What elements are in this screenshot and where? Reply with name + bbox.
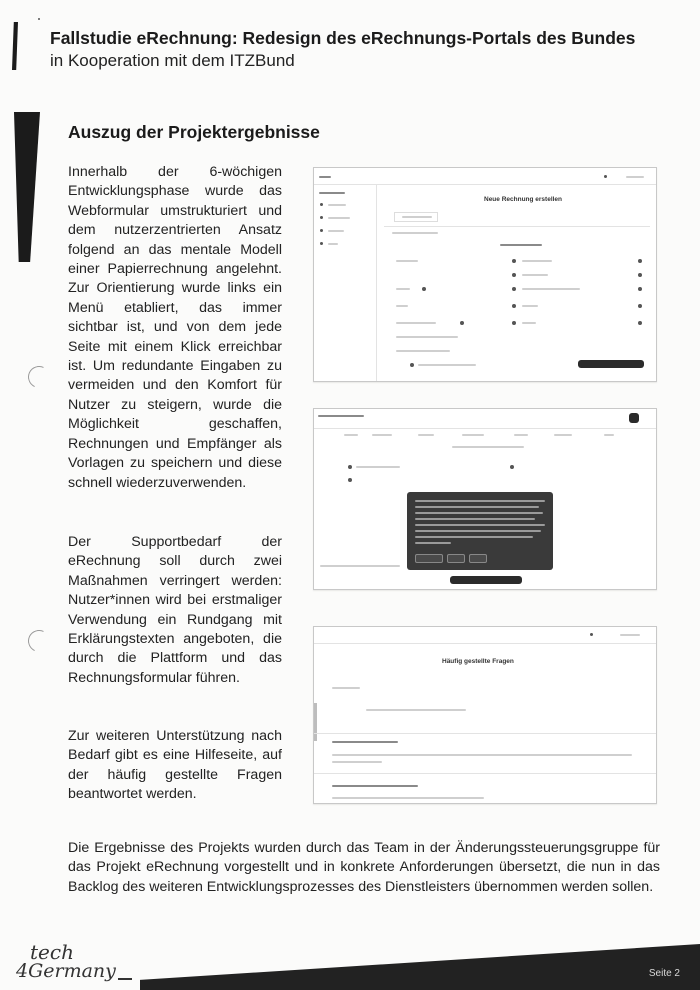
mock-checkbox-label [396,336,458,338]
punch-hole-bottom [25,627,53,655]
mock-sidebar-dot [320,216,323,219]
mock-faq-question [332,785,418,787]
mock-page-heading [318,415,364,417]
mock-modal-button [415,554,443,563]
mock-field-dot [638,273,642,277]
mock-field [522,260,552,262]
mock-field [522,288,580,290]
mock-sidebar-item [328,204,346,206]
mock-modal-text [415,512,543,514]
mock-checkbox-label [396,350,450,352]
logo-tech: tech [30,940,74,964]
mock-field [396,322,436,324]
mock-field-dot [638,259,642,263]
mock-field-dot [638,287,642,291]
mock-faq-title: Häufig gestellte Fragen [442,658,514,665]
logo-underline [118,978,132,980]
screenshot-faq-page [313,626,657,804]
footer-band [140,944,700,990]
mock-field-dot [638,304,642,308]
paragraph-development: Innerhalb der 6-wöchigen Entwicklungsphase wurde das Webformular umstrukturiert und dem nutzerzentrierten Ansatz folgend an das mentale Modell einer Papierrechnung angelehnt. Zur Orientierung wurde links ein Menü etabliert, das immer sichtbar ist, und von dem jede Seite mit einem Klick erreichbar ist. Um redundante Eingaben zu vermeiden und den Komfort für Nutzer zu steigern, wurde die Möglichkeit geschaffen, Rechnungen und Empfänger als Vorlagen zu speichern und diese schnell wiederzuverwenden. [68,164,282,491]
mock-search-label [332,687,360,689]
mock-step-label [514,434,528,436]
screenshot-onboarding-tour [313,408,657,590]
mock-modal-text [415,506,539,508]
mock-modal-text [415,536,533,538]
mock-step-label [344,434,358,436]
scan-mark [38,18,40,20]
logo-4germany: 4Germany [16,960,116,982]
mock-field-dot [512,287,516,291]
mock-modal-button [469,554,487,563]
mock-submit-button [578,360,644,368]
mock-option-dot [348,478,352,482]
page-number: Seite 2 [648,968,680,979]
mock-sidebar-divider [376,184,377,382]
mock-step-label [554,434,572,436]
mock-faq-question [332,741,398,743]
mock-header-icon [590,633,593,636]
mock-form-title: Neue Rechnung erstellen [484,196,563,203]
mock-field [522,305,538,307]
section-accent-bar [14,112,40,262]
mock-modal-text [415,518,535,520]
mock-field [396,260,418,262]
mock-form-label [392,232,438,234]
mock-option-dot [348,465,352,469]
mock-faq-rule [314,773,657,774]
mock-info-text [452,446,524,448]
mock-sidebar-dot [320,203,323,206]
document-subtitle: in Kooperation mit dem ITZBund [50,51,295,70]
section-title: Auszug der Projektergebnisse [68,122,320,142]
mock-option-dot [410,363,414,367]
mock-sidebar-dot [320,229,323,232]
mock-step-label [372,434,392,436]
mock-continue-button [450,576,522,584]
mock-modal-text [415,524,545,526]
mock-sidebar-item [328,230,344,232]
mock-close-button [629,413,639,423]
mock-step-label [418,434,434,436]
mock-header-rule [314,184,657,185]
mock-step-label [604,434,614,436]
mock-field [522,274,548,276]
mock-field-dot [422,287,426,291]
mock-header-rule [314,643,657,644]
mock-field-dot [638,321,642,325]
mock-left-accent [314,703,317,741]
mock-tour-modal [407,492,553,570]
mock-field-dot [460,321,464,325]
mock-field-dot [512,273,516,277]
mock-template-label [402,216,432,218]
document-title: Fallstudie eRechnung: Redesign des eRechnungs-Portals des Bundes [50,28,636,48]
mock-option-label [418,364,476,366]
mock-sidebar-heading [319,192,345,194]
screenshot-invoice-form [313,167,657,382]
mock-logo [319,176,331,178]
mock-header-rule [314,428,657,429]
mock-field-dot [512,259,516,263]
mock-field-dot [512,304,516,308]
paragraph-help-page: Zur weiteren Unterstützung nach Bedarf gibt es eine Hilfeseite, auf der häufig gestellte Fragen beantwortet werden. [68,728,282,803]
mock-header-icon [604,175,607,178]
mock-footer-text [320,565,400,567]
mock-faq-answer [332,797,484,799]
mock-sidebar-item [328,217,350,219]
header-accent-bar [12,22,18,70]
mock-field [396,288,410,290]
mock-field [522,322,536,324]
mock-faq-rule [314,733,657,734]
paragraph-results: Die Ergebnisse des Projekts wurden durch das Team in der Änderungssteuerungsgruppe für das Projekt eRechnung vorgestellt und in konkrete Anforderungen übersetzt, die nun in das Backlog des weiteren Entwicklungsprozesses des Dienstleisters übernommen werden sollen. [68,840,660,895]
mock-form-rule [384,226,650,227]
punch-hole-top [25,363,53,391]
mock-form-subheading [500,244,542,246]
mock-faq-answer [332,761,382,763]
mock-field [396,305,408,307]
mock-option-label [356,466,400,468]
mock-field-dot [512,321,516,325]
mock-modal-button [447,554,465,563]
mock-sidebar-dot [320,242,323,245]
mock-modal-text [415,542,451,544]
mock-option-dot [510,465,514,469]
mock-sidebar-item [328,243,338,245]
mock-step-label [462,434,484,436]
mock-modal-text [415,530,541,532]
mock-faq-answer [332,754,632,756]
mock-search-field [366,709,466,711]
paragraph-support: Der Supportbedarf der eRechnung soll durch zwei Maßnahmen verringert werden: Nutzer*innen wird bei erstmaliger Verwendung ein Rundgang mit Erklärungstexten angeboten, die durch die Plattform und das Rechnungsformular führen. [68,534,282,686]
mock-modal-text [415,500,545,502]
mock-header-link [620,634,640,636]
mock-header-link [626,176,644,178]
